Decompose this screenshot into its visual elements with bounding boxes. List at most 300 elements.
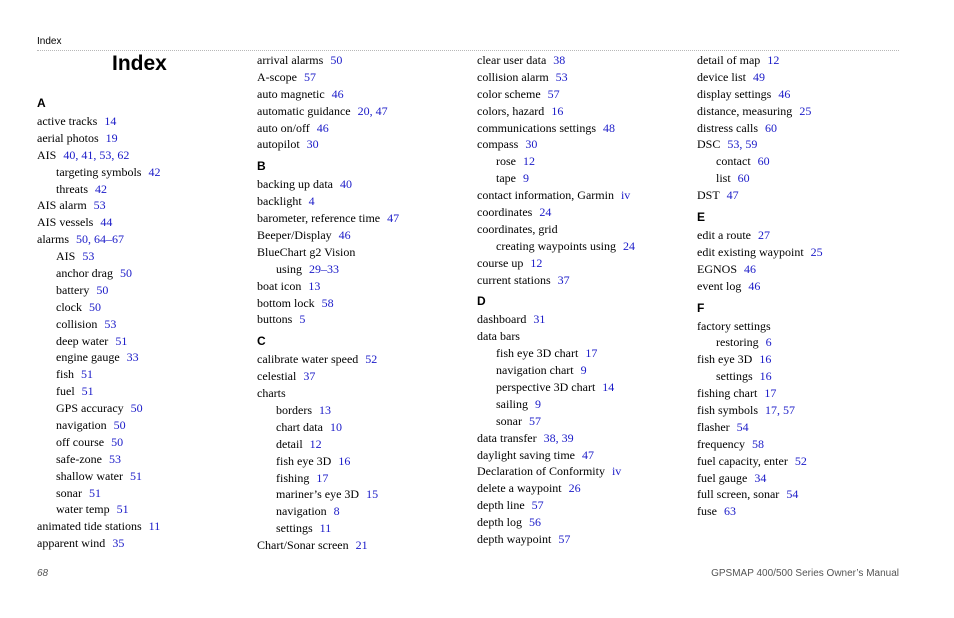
page-reference-link[interactable]: 14 (104, 114, 117, 128)
index-entry (697, 86, 823, 103)
index-column-1 (37, 95, 160, 552)
page-reference-link[interactable]: 30 (306, 137, 319, 152)
index-entry (257, 244, 399, 261)
index-term: fuel capacity, enter (697, 453, 788, 468)
index-term: barometer, reference time (257, 211, 381, 226)
page-reference-link[interactable]: 60 (757, 154, 770, 169)
index-term: fish (56, 367, 74, 382)
index-term: fishing chart (697, 386, 758, 401)
index-term: AIS (37, 147, 57, 162)
index-column-3 (477, 52, 635, 548)
index-entry (257, 193, 399, 210)
page-reference-link[interactable]: 4 (308, 194, 315, 209)
index-term: detail (276, 436, 303, 451)
section-letter: D (477, 294, 486, 309)
index-term: coordinates (477, 205, 533, 220)
page-reference-link[interactable]: 52 (365, 352, 378, 367)
index-entry (257, 278, 399, 295)
page-reference-link[interactable]: 50 (89, 299, 101, 314)
index-entry (477, 86, 635, 103)
page-reference-link[interactable]: 12 (530, 255, 543, 270)
manual-title: GPSMAP 400/500 Series Owner’s Manual (711, 568, 899, 579)
page-reference-link[interactable]: 24 (539, 205, 552, 220)
index-entry (477, 463, 635, 480)
index-term: bottom lock (257, 295, 315, 310)
index-entry (37, 147, 160, 164)
index-entry (697, 503, 823, 520)
index-entry (257, 69, 399, 86)
page-reference-link[interactable]: 51 (81, 367, 93, 382)
index-subentry (37, 468, 160, 485)
page-reference-link[interactable]: 46 (744, 261, 757, 276)
index-entry (477, 328, 635, 345)
index-subentry (37, 417, 160, 434)
index-term: buttons (257, 312, 293, 327)
index-term: contact information, Garmin (477, 188, 614, 203)
page-reference-link[interactable]: 57 (303, 69, 316, 84)
page-reference-link[interactable]: 6 (765, 335, 772, 350)
index-term: flasher (697, 419, 730, 434)
index-term: auto on/off (257, 120, 310, 135)
page-reference-link[interactable]: 50 (119, 266, 132, 281)
index-entry (257, 537, 399, 554)
index-term: restoring (716, 335, 759, 350)
page-reference-link[interactable]: 40, 41, 53, 62 (63, 147, 130, 162)
index-term: borders (276, 403, 312, 418)
index-column-4 (697, 52, 823, 520)
index-entry (257, 52, 399, 69)
page-reference-link[interactable]: 37 (557, 272, 570, 287)
index-term: distance, measuring (697, 103, 793, 118)
index-entry (257, 176, 399, 193)
page-reference-link[interactable]: 51 (115, 333, 128, 348)
page-reference-link[interactable]: 57 (558, 532, 571, 547)
index-subentry (257, 453, 399, 470)
index-term: depth waypoint (477, 532, 552, 547)
index-term: AIS vessels (37, 215, 94, 230)
index-entry (37, 197, 160, 214)
index-term: anchor drag (56, 266, 113, 281)
page-reference-link[interactable]: 5 (299, 312, 306, 327)
page-reference-link[interactable]: 42 (95, 181, 107, 196)
index-subentry (37, 282, 160, 299)
page-reference-link[interactable]: iv (611, 464, 622, 479)
page-reference-link[interactable]: 25 (810, 244, 823, 259)
index-entry (37, 214, 160, 231)
index-subentry (37, 164, 160, 181)
index-subentry (37, 451, 160, 468)
index-subentry (477, 362, 635, 379)
index-term: battery (56, 282, 90, 297)
index-subentry (257, 402, 399, 419)
index-term: navigation (56, 418, 107, 433)
index-entry (477, 187, 635, 204)
index-term: chart data (276, 419, 323, 434)
index-entry (477, 514, 635, 531)
index-entry (697, 318, 823, 335)
index-entry (697, 385, 823, 402)
index-entry (37, 231, 160, 248)
index-term: active tracks (37, 114, 98, 128)
page-reference-link[interactable]: 54 (786, 487, 799, 502)
page-reference-link[interactable]: 17 (316, 470, 329, 485)
section-letter: A (37, 96, 46, 110)
page-reference-link[interactable]: 17, 57 (765, 403, 796, 418)
page-reference-link[interactable]: 53 (93, 198, 106, 213)
page-reference-link[interactable]: 13 (319, 403, 331, 418)
index-term: display settings (697, 86, 772, 101)
page-reference-link[interactable]: 21 (355, 538, 368, 553)
index-entry (697, 278, 823, 295)
index-term: current stations (477, 272, 551, 287)
page-reference-link[interactable]: 58 (321, 295, 334, 310)
page-reference-link[interactable]: 31 (533, 312, 546, 327)
page-reference-link[interactable]: 50, 64–67 (76, 232, 124, 247)
index-term: data transfer (477, 430, 537, 445)
index-subentry (37, 299, 160, 316)
index-subentry (477, 379, 635, 396)
index-entry (257, 227, 399, 244)
page-reference-link[interactable]: 47 (582, 447, 594, 462)
index-term: collision (56, 316, 98, 331)
index-entry (697, 436, 823, 453)
page-reference-link[interactable]: 17 (585, 346, 598, 361)
index-term: sailing (496, 396, 528, 411)
page-reference-link[interactable]: 57 (547, 86, 560, 101)
index-entry (697, 103, 823, 120)
index-entry (477, 103, 635, 120)
index-subentry (37, 316, 160, 333)
index-entry (697, 227, 823, 244)
index-entry (257, 120, 399, 137)
page-reference-link[interactable]: 50 (113, 418, 126, 433)
index-term: settings (276, 521, 313, 536)
page-reference-link[interactable]: 29–33 (309, 261, 340, 276)
index-entry (37, 113, 160, 130)
index-term: communications settings (477, 120, 596, 135)
index-term: clock (56, 299, 82, 314)
index-entry (257, 385, 399, 402)
page-reference-link[interactable]: 51 (81, 384, 94, 399)
page-reference-link[interactable]: 9 (580, 363, 587, 378)
page-reference-link[interactable]: 10 (329, 419, 342, 434)
page-reference-link[interactable]: 16 (551, 103, 564, 118)
index-term: rose (496, 154, 516, 169)
index-term: targeting symbols (56, 164, 142, 179)
page-reference-link[interactable]: 9 (535, 396, 541, 411)
index-entry (477, 497, 635, 514)
index-subentry (257, 503, 399, 520)
index-term: mariner’s eye 3D (276, 487, 360, 502)
page-reference-link[interactable]: 8 (333, 504, 340, 519)
index-term: BlueChart g2 Vision (257, 244, 356, 259)
index-entry (697, 419, 823, 436)
page-reference-link[interactable]: 47 (726, 188, 739, 203)
index-term: DST (697, 188, 720, 203)
index-term: color scheme (477, 86, 541, 101)
index-entry (697, 69, 823, 86)
index-term: tape (496, 171, 516, 186)
index-term: Chart/Sonar screen (257, 538, 349, 553)
index-entry (477, 120, 635, 137)
index-term: GPS accuracy (56, 401, 124, 416)
index-term: fuse (697, 504, 717, 519)
index-entry (257, 311, 399, 328)
index-entry (697, 402, 823, 419)
index-entry (477, 311, 635, 328)
index-term: autopilot (257, 137, 300, 152)
index-entry (697, 136, 823, 153)
page-reference-link[interactable]: 16 (759, 352, 772, 367)
page-reference-link[interactable]: 42 (148, 164, 161, 179)
page-reference-link[interactable]: 48 (603, 120, 615, 135)
index-entry (257, 103, 399, 120)
index-entry (697, 120, 823, 137)
page-reference-link[interactable]: 17 (764, 386, 777, 401)
index-term: Declaration of Conformity (477, 464, 605, 479)
index-term: edit existing waypoint (697, 244, 804, 259)
index-term: safe-zone (56, 451, 102, 466)
index-entry (477, 480, 635, 497)
index-term: distress calls (697, 120, 758, 135)
index-term: list (716, 171, 731, 186)
index-subentry (37, 400, 160, 417)
page-reference-link[interactable]: 50 (111, 434, 124, 449)
index-term: boat icon (257, 278, 302, 293)
page-reference-link[interactable]: 12 (309, 436, 322, 451)
index-entry (37, 518, 160, 535)
index-term: contact (716, 154, 751, 169)
page-title: Index (112, 52, 167, 75)
index-term: compass (477, 137, 519, 152)
page-reference-link[interactable]: 12 (767, 53, 780, 67)
index-entry (477, 531, 635, 548)
index-subentry (257, 419, 399, 436)
page-reference-link[interactable]: 37 (303, 369, 316, 384)
index-term: engine gauge (56, 350, 120, 365)
index-entry (477, 430, 635, 447)
index-entry (257, 295, 399, 312)
index-entry (477, 52, 635, 69)
index-term: fuel (56, 384, 75, 399)
page-reference-link[interactable]: 51 (129, 468, 142, 483)
index-term: dashboard (477, 312, 527, 327)
index-term: depth line (477, 498, 525, 513)
index-term: device list (697, 69, 746, 84)
index-subentry (257, 436, 399, 453)
page-reference-link[interactable]: 60 (765, 120, 777, 135)
index-entry (697, 52, 823, 69)
page-reference-link[interactable]: 51 (116, 502, 129, 517)
page-reference-link[interactable]: 57 (531, 498, 544, 513)
index-entry (477, 136, 635, 153)
index-term: AIS (56, 249, 76, 264)
page-reference-link[interactable]: 53, 59 (727, 137, 758, 152)
index-term: settings (716, 369, 753, 384)
page-reference-link[interactable]: 19 (105, 130, 118, 145)
index-term: celestial (257, 369, 297, 384)
section-letter: C (257, 334, 266, 349)
index-entry (697, 261, 823, 278)
index-term: full screen, sonar (697, 487, 780, 502)
index-term: threats (56, 181, 88, 196)
index-subentry (37, 181, 160, 198)
page-reference-link[interactable]: 40 (339, 177, 352, 192)
index-term: using (276, 261, 303, 276)
index-entry (477, 272, 635, 289)
page-reference-link[interactable]: 53 (104, 316, 117, 331)
index-term: AIS alarm (37, 198, 87, 213)
page-number: 68 (37, 568, 49, 579)
index-subentry (37, 349, 160, 366)
page-reference-link[interactable]: 49 (752, 69, 765, 84)
page-reference-link[interactable]: 38, 39 (543, 430, 574, 445)
index-term: apparent wind (37, 536, 106, 551)
index-entry (37, 535, 160, 552)
index-term: fuel gauge (697, 470, 748, 485)
header-rule (37, 50, 899, 51)
page-reference-link[interactable]: 44 (100, 215, 113, 230)
page-reference-link[interactable]: 53 (555, 69, 568, 84)
page-reference-link[interactable]: 57 (529, 413, 541, 428)
page-reference-link[interactable]: 51 (89, 485, 101, 500)
page-reference-link[interactable]: 46 (338, 228, 351, 243)
index-subentry (257, 470, 399, 487)
index-subentry (37, 248, 160, 265)
index-term: detail of map (697, 53, 761, 67)
page-reference-link[interactable]: 11 (319, 521, 332, 536)
index-term: alarms (37, 232, 69, 247)
page-reference-link[interactable]: 26 (568, 481, 581, 496)
page-reference-link[interactable]: 9 (523, 171, 529, 186)
page-reference-link[interactable]: iv (620, 188, 631, 203)
index-entry (257, 368, 399, 385)
index-term: aerial photos (37, 130, 99, 145)
index-term: A-scope (257, 69, 297, 84)
index-term: event log (697, 278, 742, 293)
index-term: creating waypoints using (496, 238, 616, 253)
page-reference-link[interactable]: 46 (331, 86, 344, 101)
index-term: fish eye 3D chart (496, 346, 579, 361)
page-reference-link[interactable]: 30 (525, 137, 538, 152)
index-term: clear user data (477, 53, 547, 67)
index-entry (697, 453, 823, 470)
page-reference-link[interactable]: 24 (622, 238, 635, 253)
page-reference-link[interactable]: 16 (338, 453, 351, 468)
page-reference-link[interactable]: 25 (799, 103, 812, 118)
page-reference-link[interactable]: 54 (736, 419, 749, 434)
page-reference-link[interactable]: 56 (529, 515, 541, 530)
page-reference-link[interactable]: 14 (602, 380, 615, 395)
index-term: data bars (477, 329, 520, 344)
index-term: animated tide stations (37, 519, 142, 534)
index-subentry (697, 368, 823, 385)
section-letter: B (257, 159, 266, 174)
index-subentry (477, 396, 635, 413)
index-subentry (37, 434, 160, 451)
index-subentry (257, 520, 399, 537)
index-term: frequency (697, 436, 745, 451)
index-term: fish symbols (697, 403, 759, 418)
index-term: perspective 3D chart (496, 380, 596, 395)
page-reference-link[interactable]: 34 (754, 470, 767, 485)
page-reference-link[interactable]: 13 (308, 278, 321, 293)
index-term: EGNOS (697, 261, 738, 276)
page-reference-link[interactable]: 60 (737, 171, 750, 186)
page-reference-link[interactable]: 47 (387, 211, 400, 226)
index-term: collision alarm (477, 69, 549, 84)
page-reference-link[interactable]: 58 (751, 436, 764, 451)
page-reference-link[interactable]: 53 (108, 451, 121, 466)
index-term: navigation chart (496, 363, 574, 378)
index-entry (697, 486, 823, 503)
section-letter: F (697, 300, 705, 315)
page-reference-link[interactable]: 46 (778, 86, 791, 101)
page-reference-link[interactable]: 63 (724, 504, 736, 519)
index-term: edit a route (697, 228, 751, 243)
index-subentry (477, 413, 635, 430)
page-reference-link[interactable]: 16 (759, 369, 772, 384)
index-term: depth log (477, 515, 522, 530)
index-term: backing up data (257, 177, 333, 192)
index-entry (477, 69, 635, 86)
index-entry (477, 255, 635, 272)
page-reference-link[interactable]: 38 (553, 53, 566, 67)
page-reference-link[interactable]: 15 (366, 487, 379, 502)
index-subentry (477, 170, 635, 187)
page-reference-link[interactable]: 20, 47 (357, 103, 388, 118)
page-reference-link[interactable]: 50 (96, 282, 109, 297)
page-reference-link[interactable]: 12 (523, 154, 535, 169)
page-reference-link[interactable]: 50 (130, 401, 143, 416)
page-reference-link[interactable]: 50 (330, 53, 343, 67)
index-subentry (37, 501, 160, 518)
index-entry (697, 244, 823, 261)
index-subentry (257, 261, 399, 278)
index-term: automatic guidance (257, 103, 351, 118)
index-entry (477, 447, 635, 464)
running-head: Index (37, 36, 62, 47)
page-reference-link[interactable]: 11 (148, 519, 161, 534)
index-term: course up (477, 255, 524, 270)
index-entry (697, 187, 823, 204)
index-term: coordinates, grid (477, 221, 558, 236)
page-reference-link[interactable]: 46 (748, 278, 761, 293)
index-term: water temp (56, 502, 110, 517)
index-term: navigation (276, 504, 327, 519)
index-subentry (697, 170, 823, 187)
index-term: factory settings (697, 318, 771, 333)
index-entry (477, 221, 635, 238)
page-reference-link[interactable]: 27 (757, 228, 770, 243)
index-entry (257, 351, 399, 368)
page-reference-link[interactable]: 53 (82, 249, 95, 264)
index-subentry (477, 238, 635, 255)
index-term: backlight (257, 194, 302, 209)
index-term: delete a waypoint (477, 481, 562, 496)
page-reference-link[interactable]: 46 (316, 120, 329, 135)
index-subentry (697, 334, 823, 351)
index-term: charts (257, 386, 286, 401)
page-reference-link[interactable]: 35 (112, 536, 125, 551)
index-entry (257, 136, 399, 153)
page-reference-link[interactable]: 52 (794, 453, 807, 468)
index-term: auto magnetic (257, 86, 325, 101)
page-reference-link[interactable]: 33 (126, 350, 139, 365)
index-term: daylight saving time (477, 447, 575, 462)
index-subentry (37, 265, 160, 282)
index-term: shallow water (56, 468, 123, 483)
